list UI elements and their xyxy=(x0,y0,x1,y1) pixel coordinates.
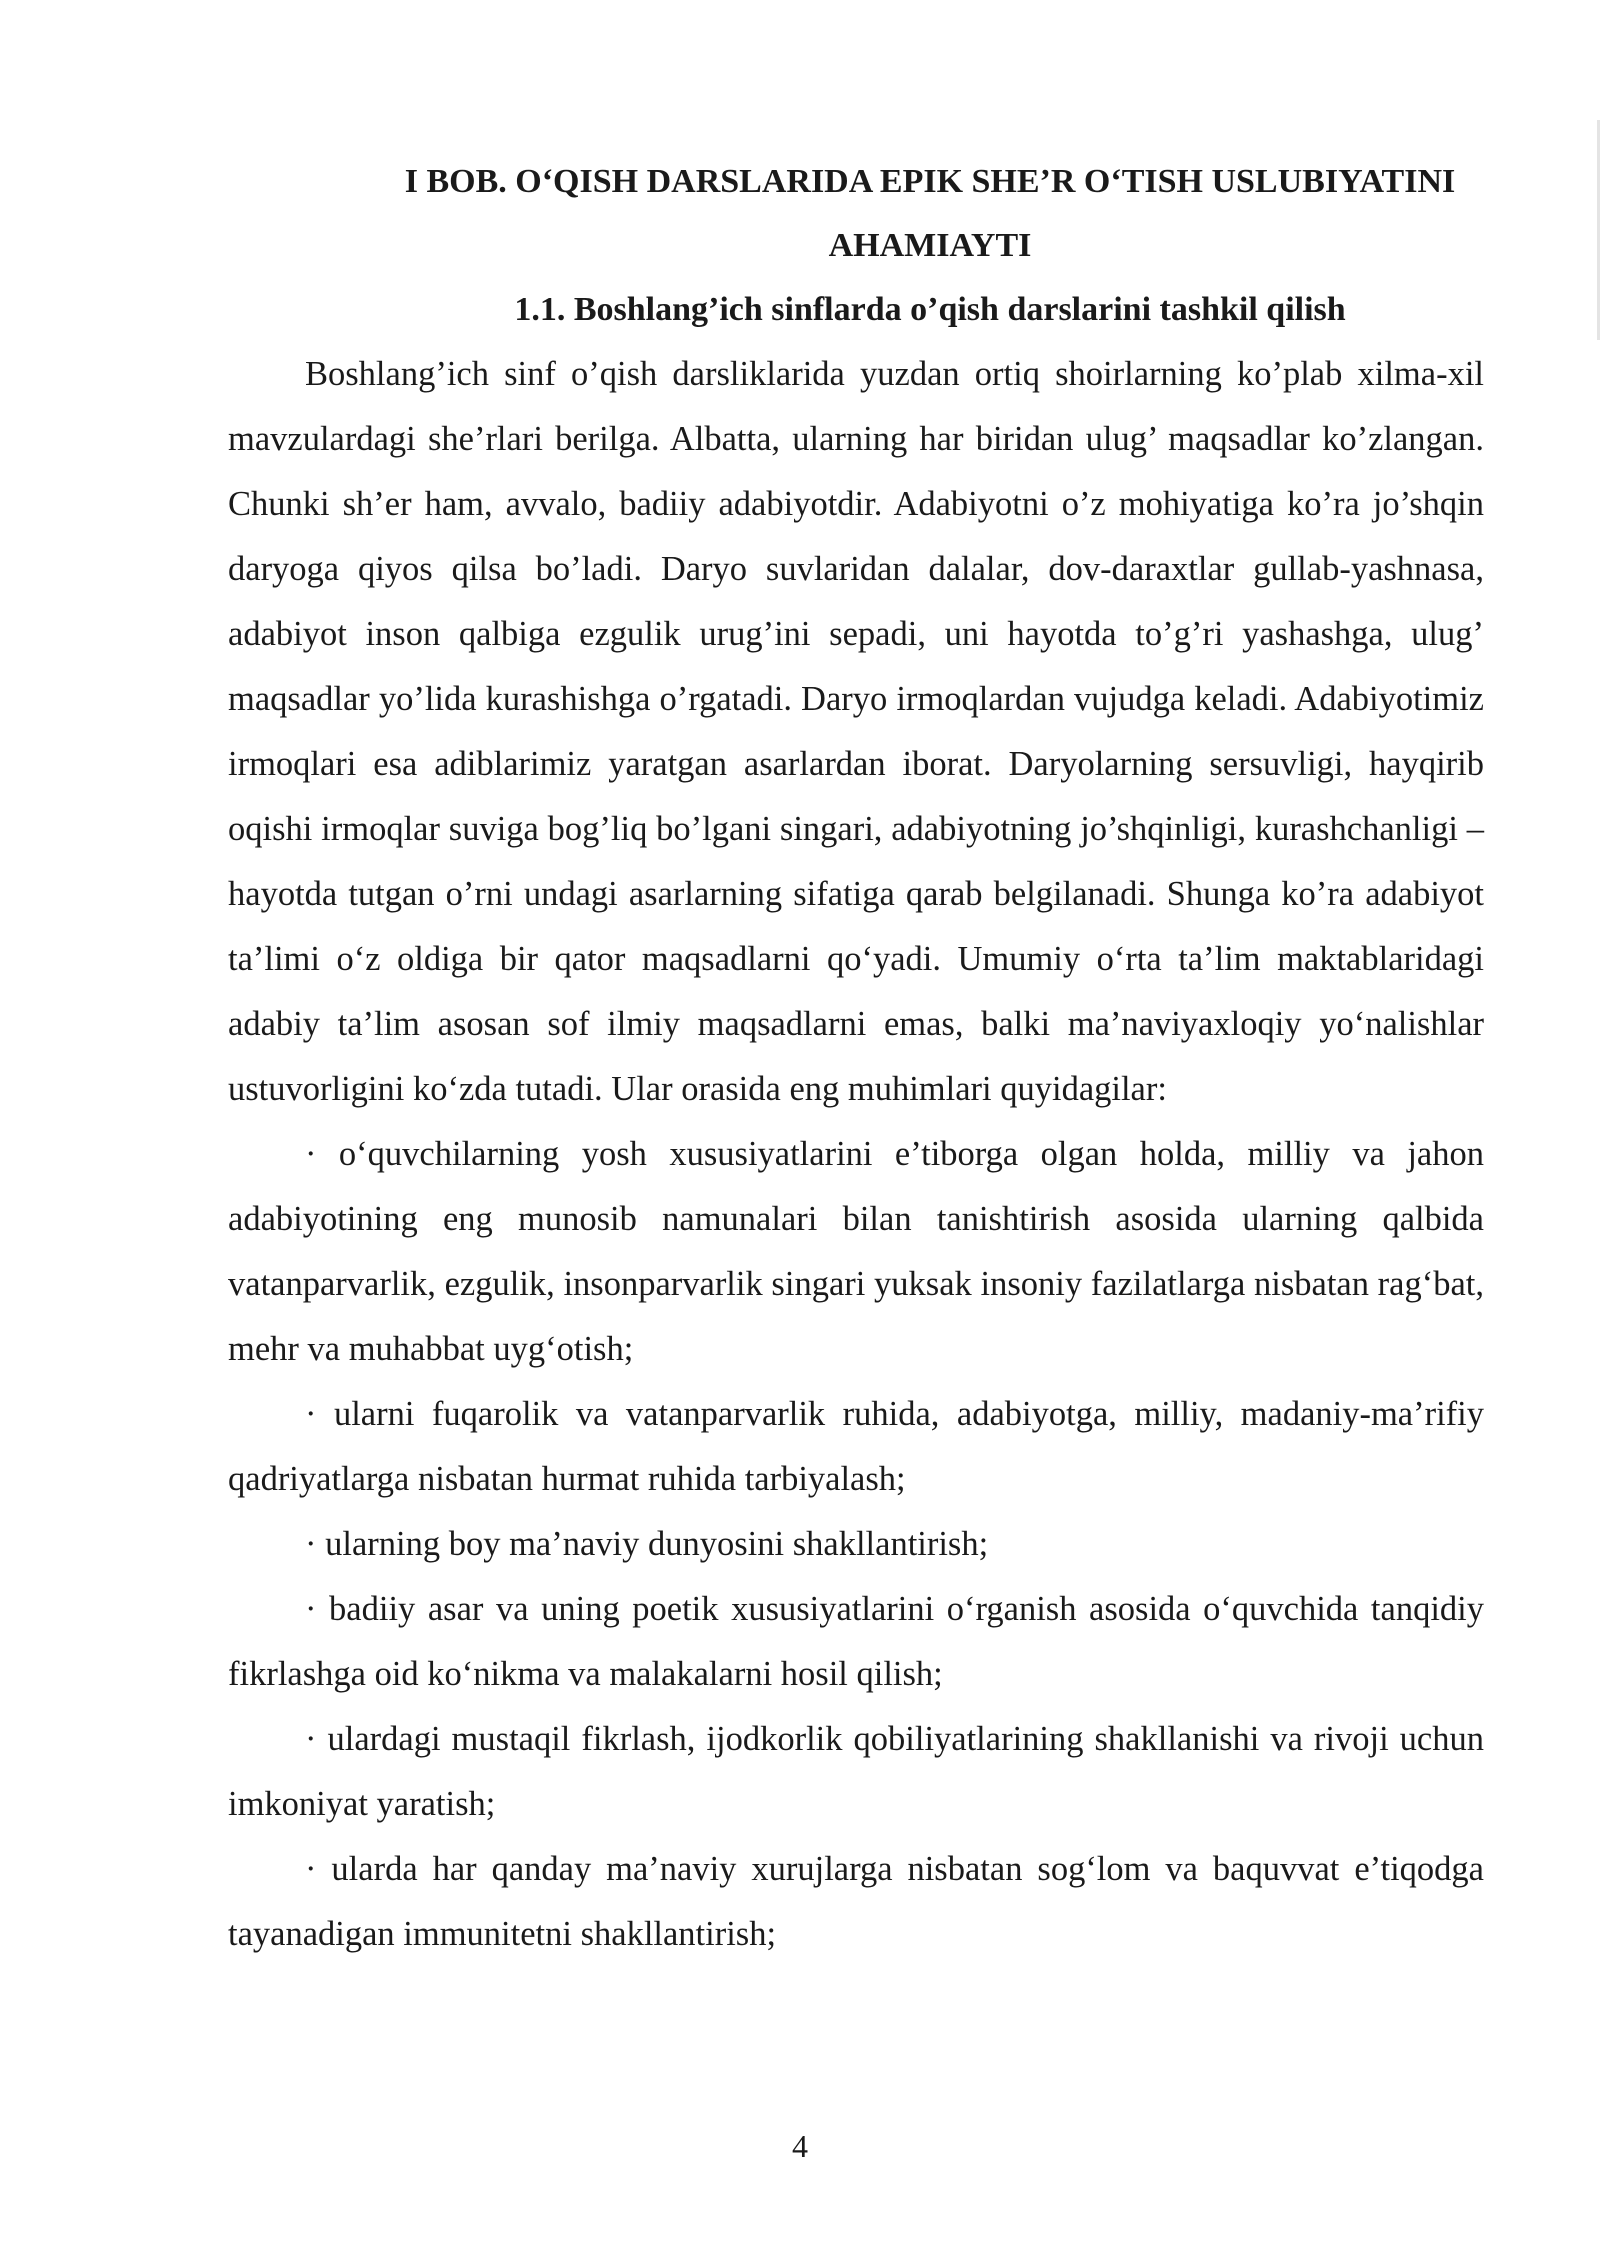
page-number: 4 xyxy=(792,2128,808,2164)
list-item-goal-6: · ularda har qanday ma’naviy xurujlarga nisbatan sog‘lom va baquvvat e’tiqodga tayanadigan immunitetni shakllantirish; xyxy=(228,1850,1484,1953)
section-title: 1.1. Boshlang’ich sinflarda o’qish darslarini tashkil qilish xyxy=(514,291,1346,328)
list-item-goal-1: · o‘quvchilarning yosh xususiyatlarini e’tiborga olgan holda, milliy va jahon adabiyotining eng munosib namunalari bilan tanishtirish asosida ularning qalbida vatanparvarlik, ezgulik, insonparvarlik singari yuksak insoniy fazilatlarga nisbatan rag‘bat, mehr va muhabbat uyg‘otish; xyxy=(228,1135,1484,1368)
list-item-goal-3: · ularning boy ma’naviy dunyosini shakllantirish; xyxy=(305,1525,989,1563)
list-item-goal-4: · badiiy asar va uning poetik xususiyatlarini o‘rganish asosida o‘quvchida tanqidiy fikrlashga oid ko‘nikma va malakalarni hosil qilish; xyxy=(228,1590,1484,1693)
list-item-goal-5: · ulardagi mustaqil fikrlash, ijodkorlik qobiliyatlarining shakllanishi va rivoji uchun imkoniyat yaratish; xyxy=(228,1720,1484,1823)
chapter-title: I BOB. O‘QISH DARSLARIDA EPIK SHE’R O‘TISH USLUBIYATINI AHAMIAYTI xyxy=(404,163,1456,264)
body-paragraph-intro: Boshlang’ich sinf o’qish darsliklarida yuzdan ortiq shoirlarning ko’plab xilma-xil mavzulardagi she’rlari berilga. Albatta, ularning har biridan ulug’ maqsadlar ko’zlangan. Chunki sh’er ham, avvalo, badiiy adabiyotdir. Adabiyotni o’z mohiyatiga ko’ra jo’shqin daryoga qiyos qilsa bo’ladi. Daryo suvlaridan dalalar, dov-daraxtlar gullab-yashnasa, adabiyot inson qalbiga ezgulik urug’ini sepadi, uni hayotda to’g’ri yashashga, ulug’ maqsadlar yo’lida kurashishga o’rgatadi. Daryo irmoqlardan vujudga keladi. Adabiyotimiz irmoqlari esa adiblarimiz yaratgan asarlardan iborat. Daryolarning sersuvligi, hayqirib oqishi irmoqlar suviga bog’liq bo’lgani singari, adabiyotning jo’shqinligi, kurashchanligi – hayotda tutgan o’rni undagi asarlarning sifatiga qarab belgilanadi. Shunga ko’ra adabiyot ta’limi o‘z oldiga bir qator maqsadlarni qo‘yadi. Umumiy o‘rta ta’lim maktablaridagi adabiy ta’lim asosan sof ilmiy maqsadlarni emas, balki ma’naviyaxloqiy yo‘nalishlar ustuvorligini ko‘zda tutadi. Ular orasida eng muhimlari quyidagilar: xyxy=(228,355,1484,1108)
list-item-goal-2: · ularni fuqarolik va vatanparvarlik ruhida, adabiyotga, milliy, madaniy-ma’rifiy qadriyatlarga nisbatan hurmat ruhida tarbiyalash; xyxy=(228,1395,1484,1498)
page-content xyxy=(228,150,1484,1967)
